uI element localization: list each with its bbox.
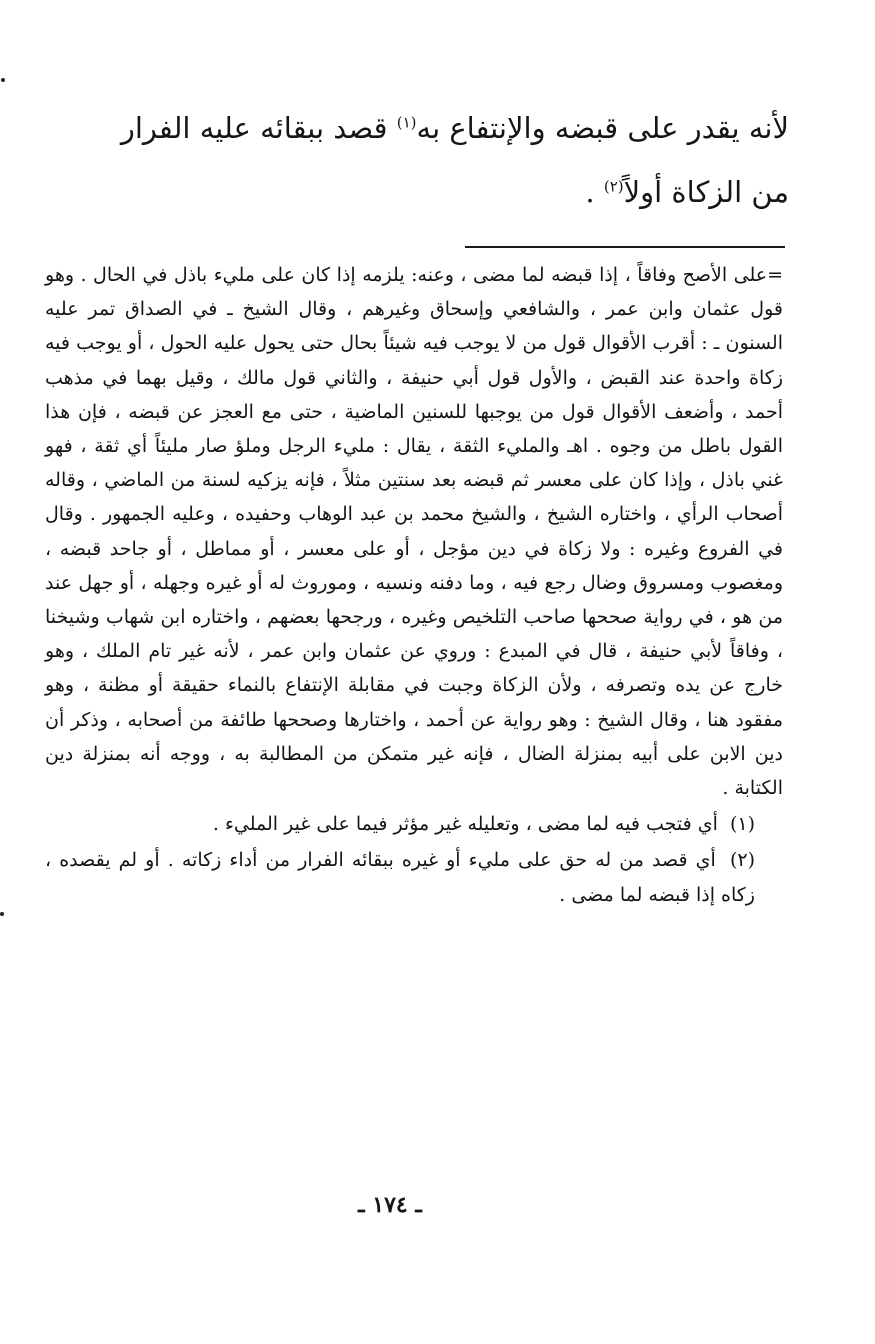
footnote-line: وجوه . اهـ والمليء الثقة ، يقال : مليء الرجل وملؤ صار مليئاً أي ثقة ، فهو غني <box>45 435 783 492</box>
main-line-2-part-b: . <box>585 175 604 209</box>
footnote-line: الحال . وهو قول عثمان وابن عمر ، والشافعي وإسحاق وغيرهم ، وقال الشيخ <box>45 264 783 321</box>
footnote-line: باذل ، وإذا كان على معسر ثم قبضه بعد سنتين مثلاً ، فإنه يزكيه لسنة من الماضي ، <box>91 469 745 492</box>
footnote-line: ـ في الصداق تمر عليه السنون ـ : أقرب الأقوال قول من لا يوجب فيه شيئاً بحال <box>45 298 784 355</box>
footnote-line: وقاله أصحاب الرأي ، واختاره الشيخ ، والشيخ محمد بن عبد الوهاب وحفيده ، <box>45 469 783 526</box>
footnote-line: حقيقة أو مظنة ، وهو مفقود هنا ، وقال الشيخ : وهو رواية عن أحمد ، واختارها <box>45 674 784 731</box>
footnote-line: وصححها طائفة من أصحابه ، وذكر أن دين الابن على أبيه بمنزلة الضال ، فإنه <box>45 708 783 765</box>
footnote-line: الملك ، وهو خارج عن يده وتصرفه ، ولأن الزكاة وجبت في مقابلة الإنتفاع بالنماء <box>45 640 783 697</box>
footnote-line: حتى يحول عليه الحول ، أو يوجب فيه زكاة واحدة عند القبض ، والأول قول أبي <box>45 332 783 389</box>
page-number: ـ ١٧٤ ـ <box>358 1192 422 1218</box>
footnote-line: =على الأصح وفاقاً ، إذا قبضه لما مضى ، وعنه: يلزمه إذا كان على مليء باذل في <box>142 264 783 286</box>
main-line-1 <box>69 96 789 160</box>
main-line-1-part-b: قصد ببقائه عليه الفرار <box>120 111 397 145</box>
main-line-2-part-a: من الزكاة أولاً <box>623 175 789 209</box>
footnote-1-number: (١) <box>729 813 755 836</box>
footnotes <box>45 258 783 912</box>
main-line-1-part-a: لأنه يقدر على قبضه والإنتفاع به <box>416 111 789 145</box>
footnote-1-text: أي فتجب فيه لما مضى ، وتعليله غير مؤثر فيما على غير المليء . <box>212 813 718 836</box>
margin-mark <box>0 912 4 916</box>
main-line-2 <box>69 160 789 224</box>
footnote-divider <box>465 246 785 248</box>
main-text <box>69 96 789 224</box>
footnote-line: صاحب التلخيص وغيره ، ورجحها بعضهم ، واختاره ابن شهاب وشيخنا ، <box>45 606 784 663</box>
footnote-line: غير متمكن من المطالبة به ، ووجه أنه بمنزلة دين الكتابة . <box>45 742 783 800</box>
footnote-2-number: (٢) <box>729 849 755 872</box>
footnote-line: أو مماطل ، أو جاحد قبضه ، ومغصوب ومسروق وضال رجع فيه ، وما دفنه <box>45 537 783 594</box>
footnote-line: حنيفة ، والثاني قول مالك ، وقيل بهما في مذهب أحمد ، وأضعف الأقوال قول <box>45 366 784 423</box>
footnote-1 <box>45 807 783 841</box>
footnote-line: وعليه الجمهور . وقال في الفروع وغيره : ولا زكاة في دين مؤجل ، أو على معسر ، <box>45 503 783 560</box>
footnote-line: وفاقاً لأبي حنيفة ، قال في المبدع : وروي عن عثمان وابن عمر ، لأنه غير تام <box>148 640 769 663</box>
footnote-2 <box>45 843 783 911</box>
footnote-continuation <box>45 258 783 805</box>
footnote-2-text: أي قصد من له حق على مليء أو غيره ببقائه الفرار من أداء زكاته . أو لم يقصده ، زكاه إذا قبضه لما مضى . <box>45 849 755 906</box>
footnote-line: من يوجبها للسنين الماضية ، حتى مع العجز عن قبضه ، فإن هذا القول باطل من <box>45 400 784 458</box>
footnote-line: ونسيه ، وموروث له أو غيره وجهله ، أو جهل عند من هو ، في رواية صححها <box>45 571 783 629</box>
margin-mark <box>1 78 5 82</box>
footnote-ref-2: (٢) <box>603 177 624 196</box>
footnote-ref-1: (١) <box>396 113 417 132</box>
